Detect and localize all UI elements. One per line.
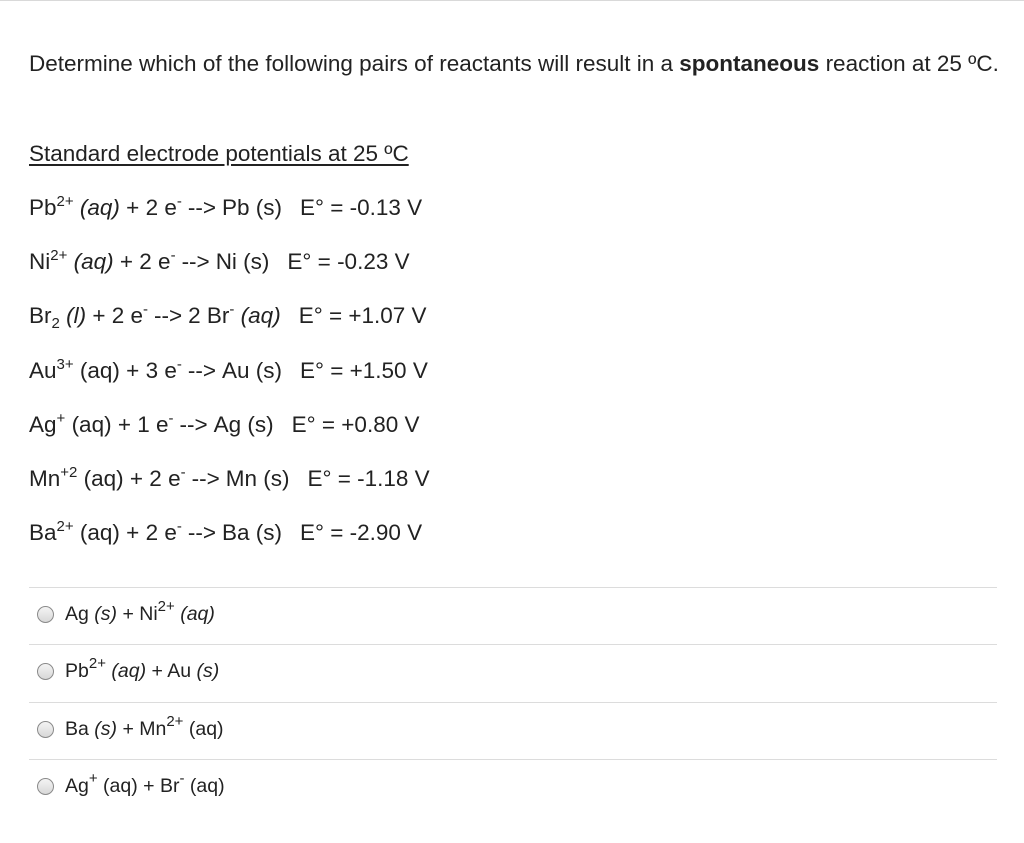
answer-option-1[interactable] bbox=[37, 597, 215, 627]
reactant-1-charge: + bbox=[88, 769, 98, 787]
reaction-row-ni bbox=[29, 247, 410, 277]
state: (aq) bbox=[73, 249, 114, 274]
reaction-row-mn bbox=[29, 464, 430, 494]
electron-charge: - bbox=[170, 247, 176, 264]
charge: + bbox=[56, 410, 66, 427]
state: (l) bbox=[66, 303, 87, 328]
reactant: Au bbox=[29, 358, 57, 383]
option-divider bbox=[29, 644, 997, 645]
reaction-row-ag bbox=[29, 410, 419, 440]
radio-button[interactable] bbox=[37, 663, 54, 680]
reactant: Ni bbox=[29, 249, 51, 274]
option-label bbox=[65, 654, 220, 683]
radio-button[interactable] bbox=[37, 721, 54, 738]
option-label bbox=[65, 597, 215, 626]
product: Ni (s) bbox=[215, 249, 270, 274]
potential: E° = -0.23 V bbox=[287, 249, 410, 274]
electron-charge: - bbox=[176, 356, 182, 373]
electron-charge: - bbox=[143, 301, 149, 318]
electron-charge: - bbox=[176, 193, 182, 210]
reactant-1-charge: 2+ bbox=[88, 654, 106, 672]
arrow: --> bbox=[179, 412, 208, 437]
reaction-row-au bbox=[29, 356, 428, 386]
arrow: --> bbox=[191, 466, 220, 491]
electron-charge: - bbox=[176, 518, 182, 535]
answer-option-2[interactable] bbox=[37, 654, 220, 684]
electrons: + 3 e bbox=[119, 358, 177, 383]
reactant: Ba bbox=[29, 520, 57, 545]
potential: E° = -1.18 V bbox=[307, 466, 430, 491]
reactant-2-state: (aq) bbox=[180, 602, 215, 625]
reactant-2-charge: - bbox=[179, 769, 185, 787]
product: Au (s) bbox=[221, 358, 282, 383]
reactant-1-state: (s) bbox=[94, 717, 118, 740]
reactant-1-state: (aq) bbox=[111, 659, 147, 682]
potential: E° = +0.80 V bbox=[291, 412, 420, 437]
electrons: + 2 e bbox=[86, 303, 144, 328]
subscript: 2 bbox=[51, 315, 60, 332]
state: (aq) bbox=[79, 358, 120, 383]
option-label bbox=[65, 712, 224, 741]
reactant-1: Pb bbox=[65, 659, 89, 682]
electron-charge: - bbox=[180, 464, 186, 481]
charge: 3+ bbox=[56, 356, 74, 373]
product: 2 Br bbox=[188, 303, 230, 328]
charge: 2+ bbox=[50, 247, 68, 264]
reactant-2: + Ni bbox=[117, 602, 158, 625]
electrons: + 2 e bbox=[113, 249, 171, 274]
reactant-2-state: (aq) bbox=[188, 717, 224, 740]
reactant-2-state: (aq) bbox=[189, 774, 225, 797]
answer-option-4[interactable] bbox=[37, 769, 225, 799]
state: (aq) bbox=[79, 520, 120, 545]
product-state: (aq) bbox=[240, 303, 281, 328]
state: (aq) bbox=[83, 466, 124, 491]
electrons: + 2 e bbox=[123, 466, 181, 491]
question-text bbox=[29, 46, 1004, 82]
reactant-1: Ag bbox=[65, 602, 95, 625]
reactant-1-state: (s) bbox=[94, 602, 118, 625]
charge: +2 bbox=[60, 464, 78, 481]
radio-button[interactable] bbox=[37, 778, 54, 795]
product: Mn (s) bbox=[225, 466, 290, 491]
potential: E° = -2.90 V bbox=[299, 520, 423, 545]
arrow: --> bbox=[187, 358, 216, 383]
electron-charge: - bbox=[168, 410, 174, 427]
option-divider bbox=[29, 759, 997, 760]
charge: 2+ bbox=[56, 518, 74, 535]
charge: 2+ bbox=[56, 193, 74, 210]
arrow: --> bbox=[154, 303, 183, 328]
product: Pb (s) bbox=[221, 195, 282, 220]
electrons: + 1 e bbox=[111, 412, 169, 437]
reactant-2-state: (s) bbox=[196, 659, 220, 682]
reactant: Pb bbox=[29, 195, 57, 220]
reactant-2: + Br bbox=[137, 774, 180, 797]
reaction-row-pb bbox=[29, 193, 422, 223]
potential: E° = -0.13 V bbox=[299, 195, 423, 220]
reactant: Mn bbox=[29, 466, 61, 491]
electrons: + 2 e bbox=[119, 520, 177, 545]
option-divider bbox=[29, 702, 997, 703]
reactant-2: + Mn bbox=[117, 717, 167, 740]
reactant: Br bbox=[29, 303, 52, 328]
radio-button[interactable] bbox=[37, 606, 54, 623]
option-label bbox=[65, 769, 225, 798]
state: (aq) bbox=[71, 412, 112, 437]
option-divider bbox=[29, 587, 997, 588]
electrons: + 2 e bbox=[119, 195, 177, 220]
reactant-2: + Au bbox=[146, 659, 197, 682]
potential: E° = +1.07 V bbox=[298, 303, 427, 328]
arrow: --> bbox=[181, 249, 210, 274]
question-prefix: Determine which of the following pairs of reactants will result in a bbox=[29, 51, 680, 76]
product: Ag (s) bbox=[213, 412, 274, 437]
arrow: --> bbox=[187, 195, 216, 220]
reaction-row-br bbox=[29, 301, 427, 331]
product-charge: - bbox=[229, 301, 235, 318]
reactant-2-charge: 2+ bbox=[166, 712, 184, 730]
question-suffix: reaction at 25 ºC. bbox=[819, 51, 999, 76]
top-rule bbox=[0, 0, 1024, 1]
potential: E° = +1.50 V bbox=[299, 358, 428, 383]
arrow: --> bbox=[187, 520, 216, 545]
product: Ba (s) bbox=[221, 520, 282, 545]
answer-option-3[interactable] bbox=[37, 712, 224, 742]
reactant-1-state: (aq) bbox=[103, 774, 138, 797]
table-title: Standard electrode potentials at 25 ºC bbox=[29, 141, 409, 166]
reactant-1: Ba bbox=[65, 717, 95, 740]
reaction-row-ba bbox=[29, 518, 422, 548]
reactant: Ag bbox=[29, 412, 57, 437]
question-emphasis: spontaneous bbox=[679, 51, 820, 76]
state: (aq) bbox=[79, 195, 120, 220]
reactant-1: Ag bbox=[65, 774, 89, 797]
reactant-2-charge: 2+ bbox=[157, 597, 175, 615]
